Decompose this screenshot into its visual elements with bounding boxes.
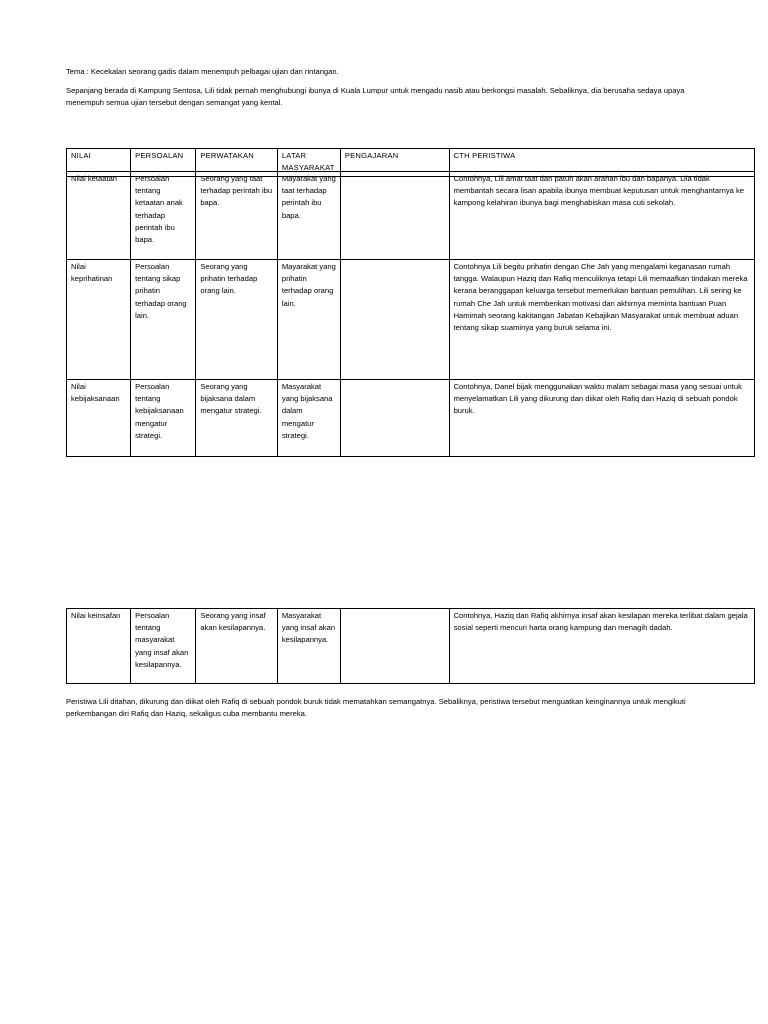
cell-peristiwa: Contohnya Lili begitu prihatin dengan Che Jah yang mengalami keganasan rumah tangga. Walaupun Haziq dan Rafiq menculiknya tetapi Lili memaafkan tindakan mereka kerana beranggapan keluarga tersebut memerlukan bantuan pemulihan. Lili sering ke rumah Che Jah untuk memberikan motivasi dan akhirnya meminta bantuan Puan Hamimah seorang kakitangan Jabatan Kebajikan Masyarakat untuk membuat aduan tentang sikap suaminya yang buruk selama ini.	[449, 260, 754, 380]
cell-perwatakan: Seorang yang prihatin terhadap orang lain.	[196, 260, 278, 380]
values-table-body	[66, 171, 755, 457]
cell-pengajaran	[340, 609, 449, 684]
cell-persoalan: Persoalan tentang kebijaksanaan mengatur strategi.	[131, 380, 196, 457]
cell-nilai: Nilai ketaatan	[67, 172, 131, 260]
intro-paragraph: Sepanjang berada di Kampung Sentosa, Lili tidak pernah menghubungi ibunya di Kuala Lumpur untuk mengadu nasib atau berkongsi masalah. Sebaliknya, dia berusaha sedaya upaya menempuh semua ujian tersebut dengan semangat yang kental.	[66, 86, 685, 108]
table-row	[67, 172, 755, 260]
cell-pengajaran	[340, 260, 449, 380]
cell-persoalan: Persoalan tentang ketaatan anak terhadap perintah ibu bapa.	[131, 172, 196, 260]
cell-latar: Masyarakat yang bijaksana dalam mengatur strategi.	[277, 380, 340, 457]
cell-pengajaran	[340, 380, 449, 457]
cell-peristiwa: Contohnya, Haziq dan Rafiq akhirnya insaf akan kesilapan mereka terlibat dalam gejala sosial seperti mencuri harta orang kampung dan menagih dadah.	[449, 609, 754, 684]
table-row	[67, 380, 755, 457]
cell-latar: Masyarakat yang insaf akan kesilapannya.	[277, 609, 340, 684]
cell-latar: Mayarakat yang prihatin terhadap orang lain.	[277, 260, 340, 380]
cell-persoalan: Persoalan tentang masyarakat yang insaf akan kesilapannya.	[131, 609, 196, 684]
cell-latar: Mayarakat yang taat terhadap perintah ibu bapa.	[277, 172, 340, 260]
cell-nilai: Nilai keprihatinan	[67, 260, 131, 380]
cell-persoalan: Persoalan tentang sikap prihatin terhadap orang lain.	[131, 260, 196, 380]
header-cth-peristiwa: CTH PERISTIWA	[449, 149, 754, 177]
values-table-continued	[66, 608, 755, 684]
cell-nilai: Nilai keinsafan	[67, 609, 131, 684]
cell-perwatakan: Seorang yang bijaksana dalam mengatur strategi.	[196, 380, 278, 457]
header-perwatakan: PERWATAKAN	[196, 149, 278, 177]
theme-line: Tema : Kecekalan seorang gadis dalam menempuh pelbagai ujian dan rintangan.	[66, 67, 339, 76]
cell-peristiwa: Contohnya, Lili amat taat dan patuh akan arahan ibu dan bapanya. Dia tidak membantah secara lisan apabila ibunya membuat keputusan untuk menghantarnya ke kampong kelahiran ibunya bagi menghabiskan masa cuti sekolah.	[449, 172, 754, 260]
cell-nilai: Nilai kebijaksanaan	[67, 380, 131, 457]
closing-paragraph: Peristiwa Lili ditahan, dikurung dan diikat oleh Rafiq di sebuah pondok buruk tidak mematahkan semangatnya. Sebaliknya, peristiwa tersebut menguatkan keinginannya untuk mengikuti perkembangan diri Rafiq dan Haziq, sekaligus cuba membantu mereka.	[66, 697, 686, 719]
cell-perwatakan: Seorang yang taat terhadap perintah ibu bapa.	[196, 172, 278, 260]
header-latar-masyarakat: LATAR MASYARAKAT	[277, 149, 340, 177]
cell-perwatakan: Seorang yang insaf akan kesilapannya.	[196, 609, 278, 684]
header-persoalan: PERSOALAN	[131, 149, 196, 177]
table-row	[67, 609, 755, 684]
table-row	[67, 260, 755, 380]
cell-pengajaran	[340, 172, 449, 260]
cell-peristiwa: Contohnya, Danel bijak menggunakan waktu malam sebagai masa yang sesuai untuk menyelamatkan Lili yang dikurung dan diikat oleh Rafiq dan Haziq di sebuah pondok buruk.	[449, 380, 754, 457]
header-nilai: NILAI	[67, 149, 131, 177]
header-pengajaran: PENGAJARAN	[340, 149, 449, 177]
